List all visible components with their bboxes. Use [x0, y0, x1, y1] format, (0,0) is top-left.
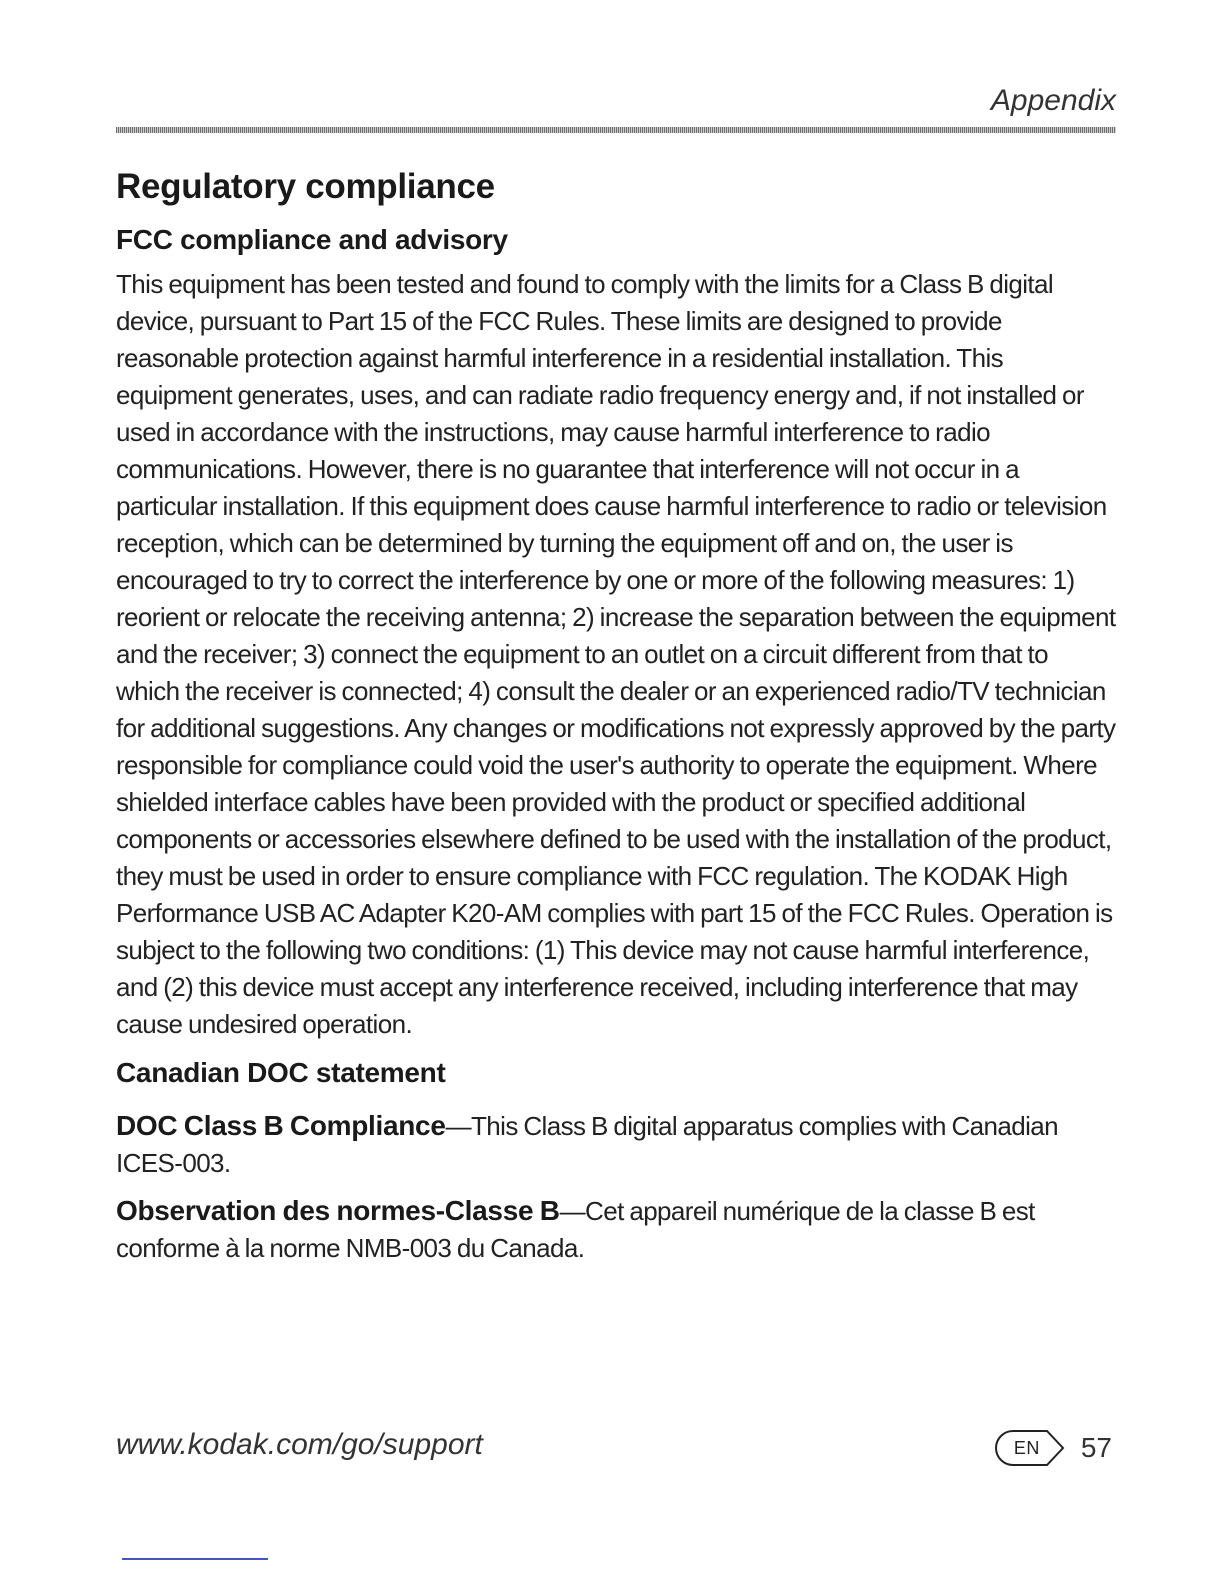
- footer-page-info: [993, 1428, 1112, 1468]
- header-rule: [116, 127, 1116, 133]
- doc-class-b-paragraph: [116, 1107, 1116, 1182]
- main-content: [116, 164, 1116, 1267]
- fcc-heading: FCC compliance and advisory: [116, 224, 508, 255]
- canadian-heading: Canadian DOC statement: [116, 1057, 446, 1088]
- language-badge-icon: [993, 1428, 1067, 1468]
- observation-label: Observation des normes-Classe B: [116, 1195, 560, 1226]
- bottom-line: [122, 1558, 268, 1560]
- fcc-body: This equipment has been tested and found to comply with the limits for a Class B digital device, pursuant to Part 15 of the FCC Rules. These limits are designed to provide reasonable protection against harmful interference in a residential installation. This equipment generates, uses, and can radiate radio frequency energy and, if not installed or used in accordance with the instructions, may cause harmful interference to radio communications. However, there is no guarantee that interference will not occur in a particular installation. If this equipment does cause harmful interference to radio or television reception, which can be determined by turning the equipment off and on, the user is encouraged to try to correct the interference by one or more of the following measures: 1) reorient or relocate the receiving antenna; 2) increase the separation between the equipment and the receiver; 3) connect the equipment to an outlet on a circuit different from that to which the receiver is connected; 4) consult the dealer or an experienced radio/TV technician for additional suggestions. Any changes or modifications not expressly approved by the party responsible for compliance could void the user's authority to operate the equipment. Where shielded interface cables have been provided with the product or specified additional components or accessories elsewhere defined to be used with the installation of the product, they must be used in order to ensure compliance with FCC regulation. The KODAK High Performance USB AC Adapter K20-AM complies with part 15 of the FCC Rules. Operation is subject to the following two conditions: (1) This device may not cause harmful interference, and (2) this device must accept any interference received, including interference that may cause undesired operation.: [116, 269, 1116, 1039]
- page-title: Regulatory compliance: [116, 167, 495, 206]
- observation-paragraph: [116, 1192, 1116, 1267]
- observation-text: —Cet appareil numérique de la classe B est conforme à la norme NMB-003 du Canada.: [116, 1196, 1035, 1263]
- doc-class-b-label: DOC Class B Compliance: [116, 1110, 446, 1141]
- doc-class-b-text: —This Class B digital apparatus complies with Canadian ICES-003.: [116, 1111, 1058, 1178]
- support-url: www.kodak.com/go/support: [116, 1428, 483, 1461]
- page-number: 57: [1080, 1432, 1112, 1463]
- language-code: EN: [1013, 1437, 1040, 1458]
- running-header: Appendix: [990, 84, 1116, 117]
